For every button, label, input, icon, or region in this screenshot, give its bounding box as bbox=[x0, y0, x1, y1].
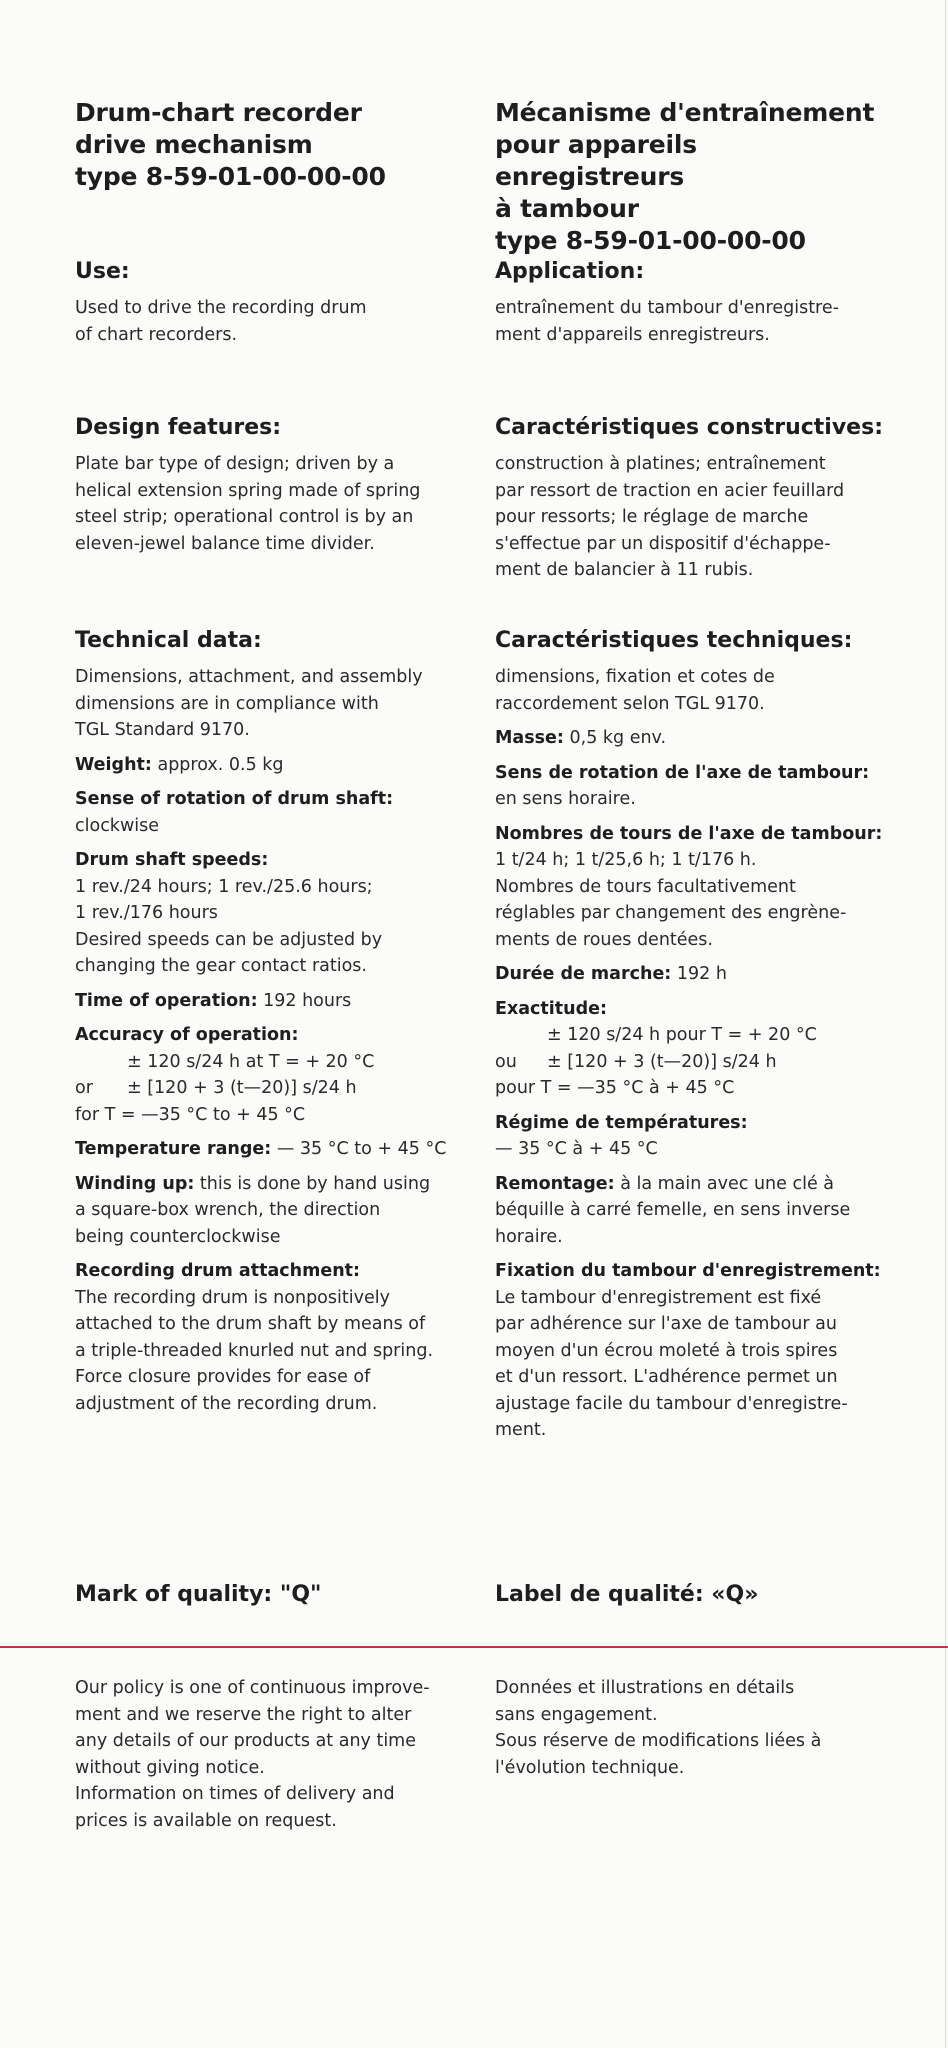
accuracy-line: ± [120 + 3 (t—20)] s/24 h bbox=[547, 1051, 777, 1072]
attach-line: The recording drum is nonpositively bbox=[75, 1287, 390, 1308]
time-value: 192 h bbox=[671, 964, 727, 984]
english-design-section bbox=[75, 413, 420, 557]
accuracy-line: for T = —35 °C to + 45 °C bbox=[75, 1104, 306, 1125]
winding-row bbox=[75, 1171, 475, 1198]
design-line: pour ressorts; le réglage de marche bbox=[495, 507, 809, 527]
footer-line: Sous réserve de modifications liées à bbox=[495, 1731, 822, 1751]
footer-line: without giving notice. bbox=[75, 1757, 265, 1778]
rotation-value: clockwise bbox=[75, 815, 160, 836]
winding-row bbox=[495, 1171, 915, 1198]
design-heading: Design features: bbox=[75, 415, 282, 440]
accuracy-line: ± [120 + 3 (t—20)] s/24 h bbox=[127, 1078, 357, 1098]
title-line: drive mechanism bbox=[75, 130, 313, 159]
english-title bbox=[75, 97, 386, 193]
temp-value: — 35 °C to + 45 °C bbox=[271, 1139, 447, 1159]
french-design-section bbox=[495, 413, 915, 584]
quality-heading: Mark of quality: "Q" bbox=[75, 1582, 322, 1607]
weight-label: Weight: bbox=[75, 754, 152, 775]
design-line: helical extension spring made of spring bbox=[75, 480, 421, 501]
speeds-line: Desired speeds can be adjusted by bbox=[75, 929, 383, 950]
time-value: 192 hours bbox=[257, 990, 352, 1011]
time-row bbox=[495, 961, 915, 988]
accuracy-label: Exactitude: bbox=[495, 998, 608, 1019]
footer-line: sans engagement. bbox=[495, 1704, 658, 1725]
design-line: steel strip; operational control is by an bbox=[75, 507, 414, 527]
attach-line: ment. bbox=[495, 1420, 547, 1440]
weight-row bbox=[495, 725, 915, 752]
accuracy-or: ou bbox=[495, 1051, 517, 1072]
attach-line: Force closure provides for ease of bbox=[75, 1367, 371, 1387]
dimensions-line: raccordement selon TGL 9170. bbox=[495, 693, 765, 714]
attach-line: et d'un ressort. L'adhérence permet un bbox=[495, 1367, 838, 1387]
attach-line: a triple-threaded knurled nut and spring. bbox=[75, 1340, 434, 1361]
french-technical-section bbox=[495, 626, 915, 1444]
accuracy-line: ± 120 s/24 h at T = + 20 °C bbox=[127, 1051, 375, 1072]
accuracy-or-row bbox=[75, 1075, 475, 1102]
dimensions-line: dimensions are in compliance with bbox=[75, 693, 379, 714]
use-heading: Application: bbox=[495, 259, 645, 284]
speeds-line: ments de roues dentées. bbox=[495, 929, 713, 950]
winding-line: being counterclockwise bbox=[75, 1226, 281, 1247]
red-divider-line bbox=[0, 1646, 948, 1648]
dimensions-line: Dimensions, attachment, and assembly bbox=[75, 667, 423, 687]
attach-line: par adhérence sur l'axe de tambour au bbox=[495, 1314, 837, 1334]
temp-label: Temperature range: bbox=[75, 1139, 272, 1159]
speeds-line: réglables par changement des engrène- bbox=[495, 903, 847, 923]
attach-line: Le tambour d'enregistrement est fixé bbox=[495, 1287, 822, 1308]
design-line: eleven-jewel balance time divider. bbox=[75, 533, 375, 554]
winding-line: béquille à carré femelle, en sens inverse bbox=[495, 1200, 851, 1220]
title-line: pour appareils enregistreurs bbox=[495, 130, 697, 191]
winding-label: Winding up: bbox=[75, 1173, 195, 1194]
title-line: type 8-59-01-00-00-00 bbox=[75, 162, 386, 191]
english-footer bbox=[75, 1675, 430, 1834]
footer-line: l'évolution technique. bbox=[495, 1757, 685, 1778]
title-line: type 8-59-01-00-00-00 bbox=[495, 226, 806, 255]
accuracy-or-row bbox=[495, 1049, 915, 1076]
use-line: of chart recorders. bbox=[75, 324, 238, 345]
technical-heading: Technical data: bbox=[75, 628, 262, 653]
winding-line: a square-box wrench, the direction bbox=[75, 1200, 381, 1220]
rotation-label: Sens de rotation de l'axe de tambour: bbox=[495, 762, 870, 783]
title-line: Drum-chart recorder bbox=[75, 98, 362, 127]
attach-line: attached to the drum shaft by means of bbox=[75, 1314, 426, 1334]
winding-line: horaire. bbox=[495, 1226, 563, 1247]
weight-row bbox=[75, 752, 475, 779]
french-quality bbox=[495, 1580, 915, 1618]
speeds-line: Nombres de tours facultativement bbox=[495, 876, 796, 897]
speeds-label: Drum shaft speeds: bbox=[75, 850, 269, 870]
design-line: ment de balancier à 11 rubis. bbox=[495, 560, 754, 580]
design-line: construction à platines; entraînement bbox=[495, 454, 826, 474]
rotation-value: en sens horaire. bbox=[495, 789, 636, 809]
accuracy-line: ± 120 s/24 h pour T = + 20 °C bbox=[547, 1025, 817, 1045]
technical-heading: Caractéristiques techniques: bbox=[495, 628, 853, 653]
title-line: à tambour bbox=[495, 194, 639, 223]
english-use-section bbox=[75, 257, 367, 348]
accuracy-or: or bbox=[75, 1078, 93, 1098]
time-label: Time of operation: bbox=[75, 990, 258, 1011]
design-line: s'effectue par un dispositif d'échappe- bbox=[495, 533, 831, 554]
use-line: Used to drive the recording drum bbox=[75, 298, 367, 318]
speeds-line: 1 rev./24 hours; 1 rev./25.6 hours; bbox=[75, 876, 373, 897]
footer-line: ment and we reserve the right to alter bbox=[75, 1704, 412, 1725]
time-label: Durée de marche: bbox=[495, 964, 672, 984]
attach-label: Recording drum attachment: bbox=[75, 1261, 361, 1281]
footer-line: Information on times of delivery and bbox=[75, 1784, 395, 1804]
quality-heading: Label de qualité: «Q» bbox=[495, 1582, 759, 1607]
accuracy-label: Accuracy of operation: bbox=[75, 1025, 299, 1045]
time-row bbox=[75, 988, 475, 1015]
temp-label: Régime de températures: bbox=[495, 1112, 748, 1133]
footer-line: any details of our products at any time bbox=[75, 1731, 416, 1751]
attach-line: moyen d'un écrou moleté à trois spires bbox=[495, 1340, 838, 1361]
use-line: ment d'appareils enregistreurs. bbox=[495, 324, 770, 345]
french-use-section bbox=[495, 257, 839, 348]
design-heading: Caractéristiques constructives: bbox=[495, 415, 883, 440]
use-heading: Use: bbox=[75, 259, 130, 284]
attach-line: ajustage facile du tambour d'enregistre- bbox=[495, 1393, 848, 1414]
weight-label: Masse: bbox=[495, 728, 564, 748]
footer-line: Données et illustrations en détails bbox=[495, 1678, 795, 1698]
accuracy-line: pour T = —35 °C à + 45 °C bbox=[495, 1078, 735, 1098]
french-title bbox=[495, 97, 885, 257]
title-line: Mécanisme d'entraînement bbox=[495, 98, 875, 127]
dimensions-line: dimensions, fixation et cotes de bbox=[495, 667, 775, 687]
design-line: par ressort de traction en acier feuillard bbox=[495, 480, 845, 501]
attach-label: Fixation du tambour d'enregistrement: bbox=[495, 1261, 881, 1281]
speeds-line: changing the gear contact ratios. bbox=[75, 956, 367, 976]
english-quality bbox=[75, 1580, 322, 1618]
temp-value: — 35 °C à + 45 °C bbox=[495, 1139, 658, 1159]
speeds-line: 1 t/24 h; 1 t/25,6 h; 1 t/176 h. bbox=[495, 850, 757, 870]
temp-row bbox=[75, 1136, 475, 1163]
weight-value: approx. 0.5 kg bbox=[151, 754, 284, 775]
footer-line: prices is available on request. bbox=[75, 1810, 337, 1831]
winding-first: this is done by hand using bbox=[194, 1173, 431, 1194]
rotation-label: Sense of rotation of drum shaft: bbox=[75, 789, 394, 809]
speeds-line: 1 rev./176 hours bbox=[75, 903, 218, 923]
page-edge bbox=[945, 0, 946, 2048]
winding-first: à la main avec une clé à bbox=[614, 1173, 835, 1194]
french-footer bbox=[495, 1675, 821, 1781]
dimensions-line: TGL Standard 9170. bbox=[75, 720, 250, 740]
use-line: entraînement du tambour d'enregistre- bbox=[495, 298, 839, 318]
attach-line: adjustment of the recording drum. bbox=[75, 1393, 378, 1414]
design-line: Plate bar type of design; driven by a bbox=[75, 454, 395, 474]
footer-line: Our policy is one of continuous improve- bbox=[75, 1678, 430, 1698]
speeds-label: Nombres de tours de l'axe de tambour: bbox=[495, 823, 883, 844]
english-technical-section bbox=[75, 626, 475, 1417]
winding-label: Remontage: bbox=[495, 1173, 615, 1194]
weight-value: 0,5 kg env. bbox=[563, 728, 667, 748]
